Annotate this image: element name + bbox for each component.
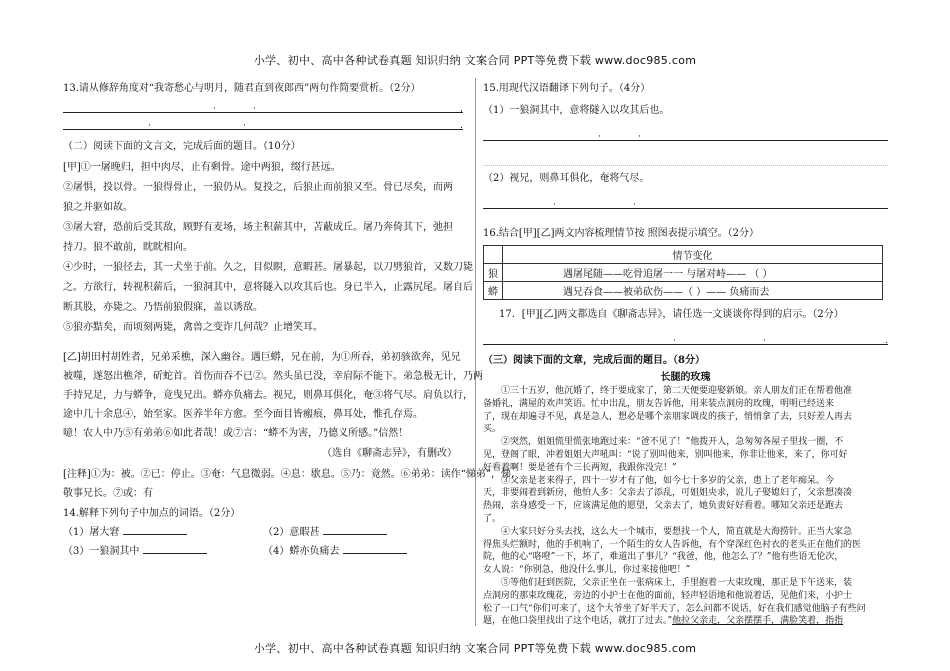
article-line: 松了一口气“你们可来了，这个大爷坐了好半天了，怎么问都不说话，好在我们感觉他脑子有些问 [483, 603, 866, 614]
article-line: 见，登阁了眼，冲着姐姐大声吼叫：“说了别叫他来，别叫他来，你非让他来，来了，你可好 [483, 449, 848, 460]
row-content[interactable]: 遇屠尾随——吃骨追屠一一 与屠对峙—— （ ） [503, 264, 883, 282]
passage-jia-line: 狼之并驱如故。 [63, 202, 133, 213]
annotation-line: 敬事兄长。⑦或：有 [63, 488, 153, 499]
page-header: 小学、初中、高中各种试卷真题 知识归纳 文案合同 PPT等免费下载 www.doc985.com [253, 54, 697, 67]
article-line: 了，现在却遍寻不见，真是急人，想必是哪个亲朋家调皮的孩子，悄悄拿了去，只好差人再去 [483, 411, 853, 422]
question-14: 14.解释下列句子中加点的词语。（2分） [63, 508, 241, 519]
word-item: （1）屠大窘 [63, 527, 120, 538]
left-column [63, 78, 522, 559]
answer-line[interactable]: · · . [483, 334, 888, 345]
article-line: ⑤等他们赶到医院，父亲正坐在一张病床上，手里抱着一大束玫瑰，那正是下午送来，装 [501, 577, 853, 588]
passage-jia-line: 持刀。狼不敢前，眈眈相向。 [63, 242, 193, 253]
section-2-title: （二）阅读下面的文言文，完成后面的题目。（10分） [63, 141, 301, 152]
article-line: 买。 [483, 424, 502, 435]
question-15: 15.用现代汉语翻译下列句子。（4分） [483, 83, 651, 94]
article-line: ①三十五岁，他沉婚了，终于要成家了，第二天便要迎娶新娘。亲人朋友们正在帮着他准 [501, 386, 853, 396]
passage-jia-line: 之。方欲行，转视积薪后，一狼洞其中，意将隧入以攻其后也。身已半入，止露尻尾。屠自后 [63, 282, 473, 293]
column-divider [475, 78, 476, 626]
article-line: 天，非要闹着到新房，他怕人多：父亲去了添乱，可姐姐央求，说儿子娶媳妇了，父亲想凑凑 [483, 488, 853, 499]
word-item: （3）一狼洞其中 [63, 546, 140, 557]
question-15-1: （1）一狼洞其中，意将隧入以攻其后也。 [483, 105, 670, 116]
article-body [483, 385, 888, 628]
plot-table [483, 245, 883, 300]
answer-blank[interactable] [343, 544, 407, 554]
question-16: 16.结合[甲][乙]两文内容梳理情节按 照图表提示填空。（2分） [483, 228, 760, 239]
answer-line[interactable]: · · [483, 130, 888, 141]
question-13: 13.请从修辞角度对“我寄愁心与明月，随君直到夜郎西”两句作简要赏析。（2分） [63, 83, 421, 94]
passage-jia-line: ④少时，一狼径去，其一犬坐于前。久之，目似瞑，意暇甚。屠暴起，以刀劈狼首，又数刀毙 [63, 262, 473, 273]
article-line: ②突然，姐姐慌里慌张地跑过来：“爸不见了！”他拨开人，急匆匆各屋子里找一圈，不 [501, 437, 844, 448]
article-line: 了。 [483, 513, 502, 524]
article-line: 得焦头烂额时，他的手机响了，一个陌生的女人告诉他，有个穿深红色衬衣的老头正在他们的医 [483, 539, 862, 550]
article-line: 女人说：“你别急，他没什么事儿，你过来接他吧！” [483, 565, 691, 576]
passage-source: （选自《聊斋志异》，有删改） [322, 448, 457, 459]
passage-jia-line: ③屠大窘，恐前后受其敌，顾野有麦场，场主积薪其中，苫蔽成丘。屠乃奔倚其下，弛担 [63, 222, 453, 233]
article-text: 题，在他口袋里找出了这个电话，就打了过去。” [483, 616, 673, 627]
word-row [63, 525, 463, 540]
passage-jia-line: ⑤狼亦黠矣，而顷刻两毙，禽兽之变诈几何哉？止增笑耳。 [63, 322, 323, 333]
article-line: 好看着啊！要是爸有个三长两短，我跟你没完！” [483, 462, 677, 473]
article-line: 备婚礼，满屋的欢声笑语。忙中出乱，朋友告诉他，用来装点洞房的玫瑰，明明已经送来 [483, 398, 835, 409]
word-item: （2）意暇甚 [263, 527, 320, 538]
passage-yi-line: 噫！农人中乃⑤有弟弟⑥如此者哉！或⑦言：“蟒不为害，乃德义所感。”信然！ [63, 428, 409, 439]
passage-jia-line: [甲]①一屠晚归，担中肉尽，止有剩骨。途中两狼，缀行甚远。 [63, 162, 341, 173]
article-line: 热闹，亲身感受一下，应该满足他的愿望，父亲去了，她负责好好看着。哪知父亲还是跑去 [483, 501, 844, 512]
passage-jia-line: 断其股，亦毙之。乃悟前狼假寐，盖以诱敌。 [63, 302, 263, 313]
word-item: （4）蟒亦负痛去 [263, 546, 340, 557]
question-17: 17．[甲][乙]两文都选自《聊斋志异》，请任选一文谈谈你得到的启示。（2分） [499, 309, 844, 320]
article-line: ③父亲是老来得子，四十一岁才有了他，如今七十多岁的父亲，患上了老年痴呆。今 [501, 475, 835, 486]
article-line: 院，他的心“咯噔”一下，坏了，难道出了事儿？“我爸，他，他怎么了？”他有些语无伦次， [483, 552, 844, 563]
answer-line[interactable]: · · [483, 198, 888, 209]
annotation-line: [注释]①为：被。②已：停止。③奄：气息微弱。④息：歇息。⑤乃：竟然。⑥弟弟：读作“悌弟”，悌， [63, 469, 522, 480]
passage-yi-line: 手持兄足，力与蟒争，竟曳兄出。蟒亦负痛去。视兄，则鼻耳俱化，奄③将气尽。肩负以行， [63, 390, 473, 401]
row-content[interactable]: 遇兄吞食——被弟砍伤——（ ）—— 负痛而去 [503, 282, 883, 300]
article-line: ④大家只好分头去找，这么大一个城市，要想找一个人，简直就是大海捞针。正当大家急 [501, 526, 853, 537]
table-corner [484, 246, 503, 264]
row-label: 蟒 [484, 282, 503, 300]
article-line [483, 615, 888, 628]
passage-yi-line: 途中几十余息④，始至家。医养半年方愈。至今面目皆瘢痕，鼻耳处，惟孔存焉。 [63, 409, 423, 420]
question-15-2: （2）视兄，则鼻耳俱化，奄将气尽。 [483, 173, 650, 184]
word-row [63, 544, 463, 559]
article-title: 长腿的玫瑰 [660, 372, 711, 383]
answer-line[interactable] [483, 155, 888, 166]
answer-blank[interactable] [123, 525, 187, 535]
underlined-sentence: 他拉父亲走，父亲摆摆手，满脸笑着，指指 [672, 616, 844, 627]
right-column [483, 78, 888, 628]
answer-blank[interactable] [323, 525, 387, 535]
table-header: 情节变化 [503, 246, 883, 264]
passage-yi-line: [乙]胡田村胡姓者，兄弟采樵，深入幽谷。遇巨蟒，兄在前，为①所吞，弟初骇欲奔，见兄 [63, 352, 461, 363]
answer-line[interactable]: · · , [63, 102, 463, 113]
answer-blank[interactable] [143, 544, 207, 554]
page-footer: 小学、初中、高中各种试卷真题 知识归纳 文案合同 PPT等免费下载 www.doc985.com [253, 642, 697, 655]
row-label: 狼 [484, 264, 503, 282]
answer-line[interactable]: · · . [63, 119, 463, 130]
section-3-title: （三）阅读下面的文章，完成后面的题目。（8分） [483, 355, 705, 366]
passage-jia-line: ②屠惧，投以骨。一狼得骨止，一狼仍从。复投之，后狼止而前狼又至。骨已尽矣，而两 [63, 182, 453, 193]
article-line: 点洞房的那束玫瑰花，旁边的小护士在他的面前，轻声轻语地和他说着话，见他们来，小护士 [483, 590, 853, 601]
passage-yi-line: 被噬，遂怒出樵斧，斫蛇首。首伤而吞不已②。然头虽已没，幸肩际不能下。弟急极无计，乃两 [63, 371, 483, 382]
